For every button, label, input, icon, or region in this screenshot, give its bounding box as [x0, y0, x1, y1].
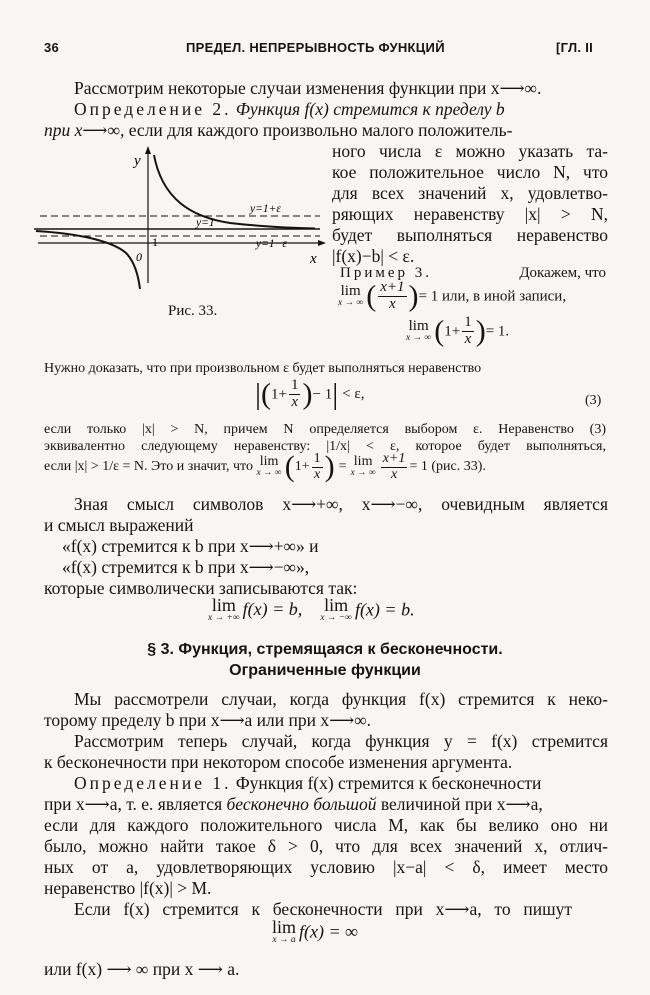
definition-2-text: Функция f(x) стремится к пределу b: [231, 99, 505, 119]
chapter-label: [ГЛ. II: [556, 40, 594, 55]
small-line-4-text: если |x| > 1/ε = N. Это и значит, что: [44, 459, 253, 475]
lim-sub-4: x → ∞: [350, 468, 376, 479]
figure-33: [30, 143, 330, 293]
lim-minus-inf-word: lim: [324, 595, 349, 615]
lim-operator-3: [256, 455, 281, 479]
lim-word-3: lim: [259, 454, 279, 470]
para3-line-2: торому пределу b при x⟶a или при x⟶∞.: [44, 710, 372, 730]
line4-fraction-2-den: x: [390, 466, 398, 482]
paren-open-4: (: [284, 450, 295, 484]
wrap-line-1: ного числа ε можно указать та-: [332, 141, 608, 161]
final-line-2: или f(x) ⟶ ∞ при x ⟶ a.: [44, 959, 240, 979]
lim-minus-inf-sub: x → −∞: [320, 613, 352, 623]
para2-equation: [208, 596, 415, 624]
example-3-head: Пример 3.: [340, 265, 433, 281]
final-line-1: Если f(x) стремится к бесконечности при x⟶a, то пишут: [74, 899, 572, 919]
line4-one-plus: 1+: [294, 459, 310, 475]
paren-close-2: ): [475, 314, 486, 348]
def1-line-3: если для каждого положительного числа M, как бы велико оно ни: [44, 815, 608, 835]
lim-word-4: lim: [353, 454, 373, 470]
fraction-den: x: [389, 295, 396, 312]
small-line-1: Нужно доказать, что при произвольном ε будет выполняться неравенство: [44, 361, 482, 376]
lim-word: lim: [340, 283, 361, 299]
lim-plus-inf: [208, 596, 240, 624]
line4-eq: =: [338, 459, 347, 475]
def1-line-2: [44, 794, 543, 815]
origin-label: 0: [136, 250, 142, 264]
axis-x-label: x: [310, 251, 317, 267]
paren-close-3: ): [302, 377, 313, 411]
lim-minus-inf: [320, 596, 352, 624]
fraction-num: x+1: [380, 279, 405, 295]
one-plus: 1+: [444, 323, 461, 340]
definition-2-cond: при x⟶∞,: [44, 120, 125, 140]
paren-close: ): [408, 279, 419, 313]
para3-line-1: Мы рассмотрели случаи, когда функция f(x) стремится к неко-: [74, 689, 608, 709]
curve-left-branch: [36, 231, 140, 289]
example-3-limit-2: [406, 315, 509, 348]
label-lower: y=1−ε: [256, 238, 287, 250]
eq3-lt: < ε,: [342, 386, 365, 403]
para3-line-3: Рассмотрим теперь случай, когда функция y = f(x) стремится: [74, 731, 608, 751]
tick-one-label: 1: [152, 235, 158, 249]
def1-line-2-em: бесконечно большой: [226, 794, 377, 814]
fraction: [378, 280, 406, 313]
para2-line-3: «f(x) стремится к b при x⟶+∞» и: [62, 536, 319, 556]
def1-line-1-rest: Функция f(x) стремится к бесконечности: [231, 773, 542, 793]
small-line-4-end: = 1 (рис. 33).: [409, 459, 486, 475]
line4-fraction-2: [381, 452, 408, 482]
example-3-text: Докажем, что: [519, 265, 606, 281]
y-arrow-icon: [145, 146, 151, 154]
def1-line-6: неравенство |f(x)| > M.: [44, 878, 212, 898]
def1-line-2-a: при x⟶a, т. е. является: [44, 794, 227, 814]
example-3-result: = 1.: [485, 323, 510, 340]
equation-3: [255, 378, 364, 411]
lim-sub: x → ∞: [338, 298, 364, 308]
small-line-4: [44, 452, 486, 482]
example-3-limit: [338, 280, 566, 313]
eq3-one-plus: 1+: [271, 386, 287, 403]
small-line-3: эквивалентно следующему неравенству: |1/x| < ε, которое будет выполняться,: [44, 439, 606, 454]
page-number: 36: [44, 40, 60, 55]
eq3-fraction-num: 1: [290, 377, 299, 393]
def1-head: Определение 1.: [74, 773, 232, 793]
def1-line-4: было, можно найти такое δ > 0, что для всех значений x, отлич-: [44, 836, 608, 856]
final-equation: [272, 918, 358, 946]
definition-2-head: Определение 2.: [74, 99, 232, 119]
wrap-line-6: |f(x)−b| < ε.: [332, 246, 415, 266]
para2-line-1: Зная смысл символов x⟶+∞, x⟶−∞, очевидным является: [74, 494, 608, 514]
paren-open-3: (: [261, 377, 272, 411]
para2-line-2: и смысл выражений: [44, 515, 194, 535]
small-line-2: если только |x| > N, причем N определяется выбором ε. Неравенство (3): [44, 422, 606, 437]
lim-sub-2: x → ∞: [406, 333, 432, 343]
final-eq: f(x) = ∞: [299, 921, 358, 942]
lim-sub-3: x → ∞: [256, 468, 282, 479]
lim-operator-4: [351, 455, 376, 479]
wrap-line-2: кое положительное число N, что: [332, 162, 608, 182]
fraction-2-den: x: [464, 330, 472, 347]
line4-fraction-den: x: [314, 466, 321, 482]
abs-bar-open: |: [255, 377, 262, 411]
wrap-line-3: для всех значений x, удовлетво-: [332, 183, 608, 203]
lim-to-a: [272, 918, 296, 946]
def1-line-5: ных от a, удовлетворяющих условию |x−a| < δ, имеет место: [44, 857, 608, 877]
eq3-minus: − 1: [312, 386, 333, 403]
lim-to-a-sub: x → a: [272, 935, 296, 945]
lim-operator-2: [406, 319, 431, 344]
para2-line-4: «f(x) стремится к b при x⟶−∞»,: [62, 557, 310, 577]
section-title-1: § 3. Функция, стремящаяся к бесконечности.: [147, 641, 503, 658]
axis-y-label: y: [134, 153, 141, 169]
label-mid: y=1: [196, 217, 215, 229]
lim-plus-inf-word: lim: [211, 595, 236, 615]
line4-fraction: [312, 452, 323, 482]
definition-2-rest: если для каждого произвольно малого положитель-: [124, 120, 513, 140]
line4-fraction-2-num: x+1: [382, 451, 406, 466]
fraction-2: [462, 315, 474, 348]
example-3-after: = 1 или, в иной записи,: [418, 288, 567, 305]
wrap-line-5: будет выполняться неравенство: [332, 225, 608, 245]
paren-open-2: (: [434, 314, 445, 348]
abs-bar-close: |: [332, 377, 339, 411]
eq3-fraction: [289, 378, 301, 411]
def1-line-2-b: величиной при x⟶a,: [376, 794, 543, 814]
definition-2: [74, 99, 505, 120]
running-title: ПРЕДЕЛ. НЕПРЕРЫВНОСТЬ ФУНКЦИЙ: [186, 40, 445, 55]
lim-plus-inf-sub: x → +∞: [208, 613, 240, 623]
figure-caption: Рис. 33.: [168, 303, 218, 319]
curve-right-branch: [154, 155, 315, 229]
eq-left: f(x) = b,: [242, 599, 303, 620]
def1-line-1: [74, 773, 541, 794]
definition-2-line2: [44, 120, 512, 141]
wrap-line-4: ряющих неравенству |x| > N,: [332, 204, 608, 224]
fraction-2-num: 1: [464, 314, 472, 330]
paren-close-4: ): [324, 450, 335, 484]
line4-fraction-num: 1: [313, 451, 321, 466]
eq3-fraction-den: x: [291, 393, 299, 410]
section-title-2: Ограниченные функции: [229, 662, 421, 679]
lim-to-a-word: lim: [272, 917, 297, 937]
lim-operator: [338, 284, 363, 309]
paren-open: (: [366, 279, 377, 313]
eq-right: f(x) = b.: [354, 599, 415, 620]
para3-line-4: к бесконечности при некотором способе изменения аргумента.: [44, 752, 513, 772]
lim-word-2: lim: [408, 318, 429, 334]
label-upper: y=1+ε: [250, 203, 281, 215]
intro-line: Рассмотрим некоторые случаи изменения функции при x⟶∞.: [74, 78, 542, 98]
equation-3-number: (3): [585, 393, 602, 408]
para2-line-5: которые символически записываются так:: [44, 578, 358, 598]
x-arrow-icon: [318, 240, 326, 246]
